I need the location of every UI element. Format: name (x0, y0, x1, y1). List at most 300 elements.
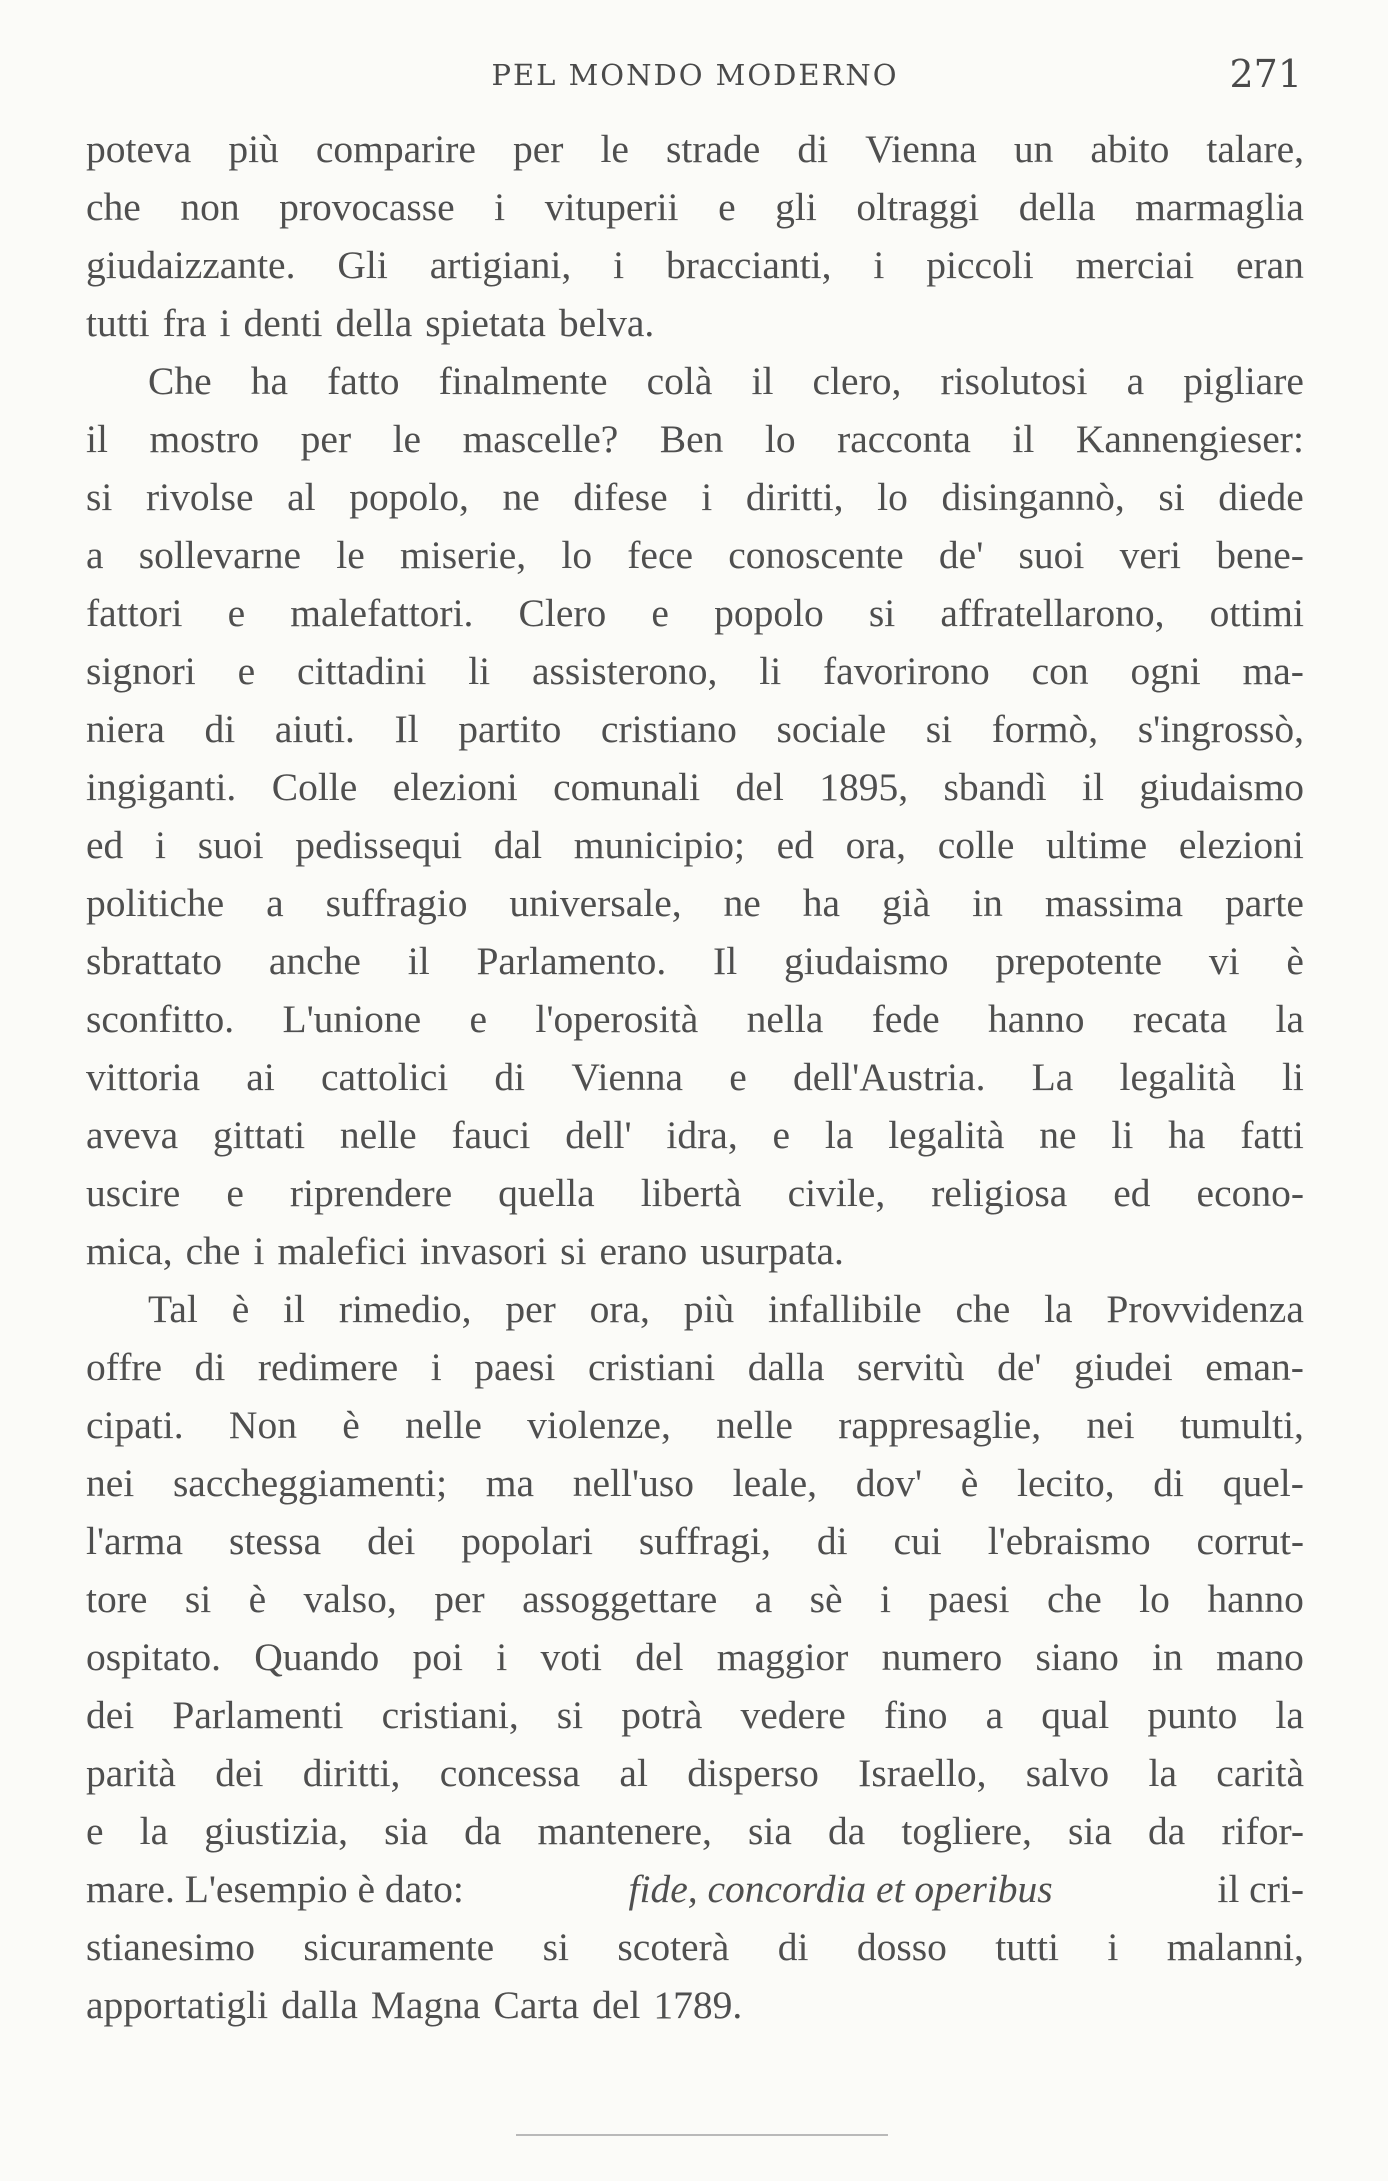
word: L'unione (282, 997, 422, 1041)
word: libertà (640, 1171, 742, 1215)
text-line (86, 1744, 1304, 1802)
word: dal (493, 823, 543, 867)
word: e (226, 1171, 244, 1215)
word: che (185, 1229, 241, 1273)
word: dei (86, 1693, 135, 1737)
word: affratellarono, (940, 591, 1165, 635)
word: le (600, 127, 629, 171)
text-line (86, 1222, 1304, 1280)
word: gli (775, 185, 817, 229)
word: provocasse (279, 185, 455, 229)
word: tutti (995, 1925, 1059, 1969)
word: difese (573, 475, 668, 519)
word: cui (893, 1519, 942, 1563)
text-line (86, 1512, 1304, 1570)
word: da (464, 1809, 502, 1853)
word: per (434, 1577, 485, 1621)
word: giudei (1074, 1345, 1173, 1389)
word: i (879, 1577, 891, 1621)
text-line (86, 410, 1304, 468)
text-line (86, 1570, 1304, 1628)
word: già (881, 881, 931, 925)
word: e (718, 185, 736, 229)
word: infallibile (768, 1287, 922, 1331)
word: vittoria (86, 1055, 201, 1099)
word: suffragio (325, 881, 468, 925)
word: diede (1218, 475, 1304, 519)
word: ed (776, 823, 814, 867)
word: fra (162, 301, 207, 345)
word: anche (268, 939, 361, 983)
word: vi (1208, 939, 1240, 983)
word: della (335, 301, 413, 345)
word: uscire (86, 1171, 181, 1215)
word: Kannengieser: (1075, 417, 1304, 461)
word: disperso (687, 1751, 819, 1795)
word: da (1148, 1809, 1186, 1853)
word: è (960, 1461, 979, 1505)
word: strade (666, 127, 761, 171)
bottom-rule (516, 2134, 888, 2136)
word: stessa (228, 1519, 322, 1563)
word: non (180, 185, 240, 229)
word: per (505, 1287, 556, 1331)
word: veri (1119, 533, 1182, 577)
text-line (86, 1048, 1304, 1106)
word: malefici (277, 1229, 407, 1273)
word: elezioni (1178, 823, 1304, 867)
word: nella (746, 997, 824, 1041)
word: signori (86, 649, 196, 693)
word: lo (877, 475, 908, 519)
word: con (1031, 649, 1089, 693)
word: per (300, 417, 352, 461)
text-line (86, 1338, 1304, 1396)
word: lo (1139, 1577, 1170, 1621)
word: dov' (855, 1461, 923, 1505)
word: parte (1224, 881, 1304, 925)
word: ora, (589, 1287, 650, 1331)
word: civile, (787, 1171, 886, 1215)
word: mantenere, (537, 1809, 712, 1853)
word: i (613, 243, 625, 287)
paragraph (86, 352, 1304, 1280)
word: li (1281, 1055, 1304, 1099)
word: denti (243, 301, 323, 345)
word: econo- (1196, 1171, 1304, 1215)
text-line (86, 236, 1304, 294)
word: Parlamenti (172, 1693, 344, 1737)
word: e (86, 1809, 104, 1853)
word: clero, (812, 359, 902, 403)
word: pedissequi (295, 823, 463, 867)
word: i (494, 185, 506, 229)
word: de' (997, 1345, 1042, 1389)
word: e (227, 591, 246, 635)
word: di (816, 1519, 848, 1563)
word: cristiani, (381, 1693, 519, 1737)
word: li (468, 649, 491, 693)
word: malanni, (1166, 1925, 1304, 1969)
word: dosso (856, 1925, 947, 1969)
word: è (342, 1403, 360, 1447)
text-line (86, 758, 1304, 816)
word: spietata (425, 301, 546, 345)
word: per (512, 127, 564, 171)
word: ha (250, 359, 289, 403)
word: violenze, (527, 1403, 671, 1447)
word: gittati (212, 1113, 306, 1157)
word: cristiani (587, 1345, 716, 1389)
word: mostro (149, 417, 260, 461)
word: Quando (254, 1635, 380, 1679)
word: i (430, 1345, 442, 1389)
word: giudaismo (1139, 765, 1304, 809)
word: che (955, 1287, 1011, 1331)
word: è (248, 1577, 267, 1621)
word: formò, (991, 707, 1099, 751)
word: che (1046, 1577, 1102, 1621)
word: niera (86, 707, 165, 751)
word: stianesimo (86, 1925, 255, 1969)
word: massima (1044, 881, 1184, 925)
word: de' (938, 533, 984, 577)
word: di (494, 1055, 526, 1099)
word: nelle (339, 1113, 417, 1157)
word: concessa (439, 1751, 581, 1795)
text-line (86, 1918, 1304, 1976)
word: carità (1216, 1751, 1304, 1795)
word: le (392, 417, 422, 461)
word: aveva (86, 1113, 179, 1157)
word: Clero (518, 591, 607, 635)
word: sia (1068, 1809, 1112, 1853)
word: fede (871, 997, 940, 1041)
word: numero (881, 1635, 1003, 1679)
word: Il (394, 707, 419, 751)
word: poi (412, 1635, 463, 1679)
word: legalità (888, 1113, 1005, 1157)
text-line (86, 700, 1304, 758)
word: i (253, 1229, 265, 1273)
text-line (86, 874, 1304, 932)
word: salvo (1025, 1751, 1110, 1795)
word: ne (1039, 1113, 1077, 1157)
word: parità (86, 1751, 176, 1795)
word: cattolici (320, 1055, 449, 1099)
word: Il (713, 939, 738, 983)
word: Non (228, 1403, 297, 1447)
word: il (751, 359, 774, 403)
word: favorirono (823, 649, 990, 693)
word: offre (86, 1345, 163, 1389)
word: 1789. (653, 1983, 743, 2027)
word: elezioni (392, 765, 518, 809)
word: a (985, 1693, 1004, 1737)
word: fece (627, 533, 694, 577)
word: e (469, 997, 488, 1041)
word: fattori (86, 591, 183, 635)
word: a (86, 533, 104, 577)
word: un (1013, 127, 1054, 171)
word: popolo (714, 591, 824, 635)
word: fauci (451, 1113, 531, 1157)
text-line (86, 584, 1304, 642)
word: colà (646, 359, 713, 403)
word: si (868, 591, 896, 635)
word: cittadini (296, 649, 427, 693)
text-line (86, 120, 1304, 178)
word: assisterono, (531, 649, 718, 693)
word: dalla (747, 1345, 825, 1389)
word: di (204, 707, 236, 751)
word: finalmente (438, 359, 608, 403)
word: paesi (474, 1345, 556, 1389)
word: del (592, 1983, 641, 2027)
word: si (925, 707, 953, 751)
word: il (1012, 417, 1035, 461)
word: cipati. (86, 1403, 184, 1447)
text-line (86, 1976, 1304, 2034)
word: eman- (1205, 1345, 1304, 1389)
word: poteva (86, 127, 192, 171)
text-line (86, 1396, 1304, 1454)
word: municipio; (573, 823, 745, 867)
word: giudaismo (783, 939, 949, 983)
word: artigiani, (429, 243, 572, 287)
word: e (651, 591, 669, 635)
word: tutti (86, 301, 150, 345)
word: ottimi (1209, 591, 1304, 635)
text-line (86, 1164, 1304, 1222)
word: quel- (1222, 1461, 1304, 1505)
word: tore (86, 1577, 148, 1621)
word: 1895, (819, 765, 909, 809)
word: erano (599, 1229, 688, 1273)
word: Vienna (571, 1055, 684, 1099)
word: talare, (1206, 127, 1304, 171)
word: valso, (303, 1577, 397, 1621)
text-line (86, 352, 1304, 410)
word: nelle (405, 1403, 482, 1447)
word: invasori (419, 1229, 548, 1273)
word: La (1031, 1055, 1074, 1099)
word: in (1152, 1635, 1183, 1679)
word: rivolse (145, 475, 254, 519)
word: i (873, 243, 885, 287)
text-line (86, 526, 1304, 584)
word: rimedio, (338, 1287, 472, 1331)
word: a (1126, 359, 1145, 403)
word: ospitato. (86, 1635, 221, 1679)
text-line (86, 1802, 1304, 1860)
word: Gli (337, 243, 388, 287)
word: Provvidenza (1106, 1287, 1304, 1331)
word: eran (1235, 243, 1304, 287)
word: usurpata. (700, 1229, 844, 1273)
word: risolutosi (940, 359, 1088, 403)
word: suffragi, (638, 1519, 771, 1563)
word: universale, (509, 881, 682, 925)
word: racconta (837, 417, 971, 461)
word: s'ingrossò, (1137, 707, 1304, 751)
word: il (283, 1287, 306, 1331)
word: saccheggiamenti; (172, 1461, 448, 1505)
word: di (797, 127, 829, 171)
word: ultime (1046, 823, 1148, 867)
word: Magna (370, 1983, 481, 2027)
word: diritti, (745, 475, 844, 519)
word: hanno (988, 997, 1085, 1041)
word: maggior (716, 1635, 849, 1679)
text-line (86, 816, 1304, 874)
word: apportatigli (86, 1983, 269, 2027)
text-line (86, 990, 1304, 1048)
word: popolari (461, 1519, 593, 1563)
word: lecito, (1017, 1461, 1115, 1505)
word: si (1158, 475, 1185, 519)
word: giustizia, (204, 1809, 348, 1853)
word: sè (809, 1577, 843, 1621)
word: ma (485, 1461, 535, 1505)
word: mano (1216, 1635, 1304, 1679)
word: li (759, 649, 782, 693)
word: lo (764, 417, 796, 461)
word: fino (883, 1693, 948, 1737)
word: ogni (1130, 649, 1201, 693)
word: mica, (86, 1229, 173, 1273)
word: suoi (1018, 533, 1085, 577)
word: togliere, (901, 1809, 1032, 1853)
word: la (1148, 1751, 1177, 1795)
word: bene- (1216, 533, 1304, 577)
word: giudaizzante. (86, 243, 296, 287)
word: li (1111, 1113, 1134, 1157)
word: ha (1168, 1113, 1206, 1157)
word: la (1275, 1693, 1304, 1737)
word: si (86, 475, 113, 519)
word: Colle (271, 765, 358, 809)
word: cristiano (600, 707, 737, 751)
word: dell' (565, 1113, 632, 1157)
word: dell'Austria. (792, 1055, 986, 1099)
word: della (1018, 185, 1096, 229)
word: braccianti, (665, 243, 832, 287)
word: sconfitto. (86, 997, 235, 1041)
word: dei (215, 1751, 264, 1795)
word: è (231, 1287, 250, 1331)
word: marmaglia (1135, 185, 1304, 229)
word: servitù (857, 1345, 965, 1389)
word: ora, (845, 823, 906, 867)
word: leale, (732, 1461, 818, 1505)
word: sbrattato (86, 939, 223, 983)
word: punto (1147, 1693, 1238, 1737)
latin-motto: fide, concordia et operibus (628, 1867, 1053, 1911)
word: si (542, 1925, 569, 1969)
word: colle (937, 823, 1015, 867)
word: l'ebraismo (987, 1519, 1151, 1563)
word: piccoli (926, 243, 1034, 287)
word: i (496, 1635, 508, 1679)
text-line (86, 1628, 1304, 1686)
word: più (228, 127, 279, 171)
word: in (972, 881, 1003, 925)
word: merciai (1075, 243, 1195, 287)
word: e (237, 649, 256, 693)
word: voti (540, 1635, 602, 1679)
text-line (86, 932, 1304, 990)
word: comunali (553, 765, 701, 809)
word: Tal (148, 1287, 198, 1331)
text-line (86, 1686, 1304, 1744)
word: fatti (1240, 1113, 1304, 1157)
word: disingannò, (941, 475, 1125, 519)
word: ha (802, 881, 841, 925)
word: i (1107, 1925, 1119, 1969)
word: da (827, 1809, 866, 1853)
word: ai (246, 1055, 275, 1099)
word: si (556, 1693, 584, 1737)
word: il (86, 417, 108, 461)
word: Ben (659, 417, 724, 461)
text-line (86, 642, 1304, 700)
text-line (86, 468, 1304, 526)
word: prepotente (995, 939, 1163, 983)
motto-line-after: il cri- (1217, 1867, 1304, 1911)
word: l'arma (86, 1519, 184, 1563)
word: al (287, 475, 316, 519)
page-number: 271 (1229, 52, 1302, 96)
word: il (407, 939, 430, 983)
word: a (266, 881, 284, 925)
text-line (86, 1280, 1304, 1338)
word: sia (384, 1809, 428, 1853)
word: potrà (621, 1693, 703, 1737)
word: si (560, 1229, 587, 1273)
word: ingiganti. (86, 765, 237, 809)
word: corrut- (1196, 1519, 1304, 1563)
word: hanno (1207, 1577, 1304, 1621)
word: ed (86, 823, 124, 867)
word: rifor- (1221, 1809, 1304, 1853)
word: qual (1041, 1693, 1110, 1737)
paragraph (86, 120, 1304, 352)
word: al (619, 1751, 648, 1795)
word: idra, (666, 1113, 738, 1157)
word: Che (148, 359, 212, 403)
word: ed (1113, 1171, 1151, 1215)
word: del (635, 1635, 684, 1679)
text-line (86, 294, 1304, 352)
word: suoi (197, 823, 264, 867)
word: Carta (493, 1983, 580, 2027)
word: scoterà (617, 1925, 730, 1969)
motto-line (86, 1860, 1304, 1918)
text-line (86, 1454, 1304, 1512)
word: nell'uso (572, 1461, 694, 1505)
word: fatto (327, 359, 400, 403)
word: mascelle? (462, 417, 619, 461)
word: nelle (716, 1403, 793, 1447)
word: pigliare (1183, 359, 1304, 403)
word: la (1275, 997, 1304, 1041)
word: di (194, 1345, 226, 1389)
word: sbandì (943, 765, 1047, 809)
word: comparire (315, 127, 476, 171)
word: aiuti. (274, 707, 355, 751)
word: recata (1132, 997, 1228, 1041)
